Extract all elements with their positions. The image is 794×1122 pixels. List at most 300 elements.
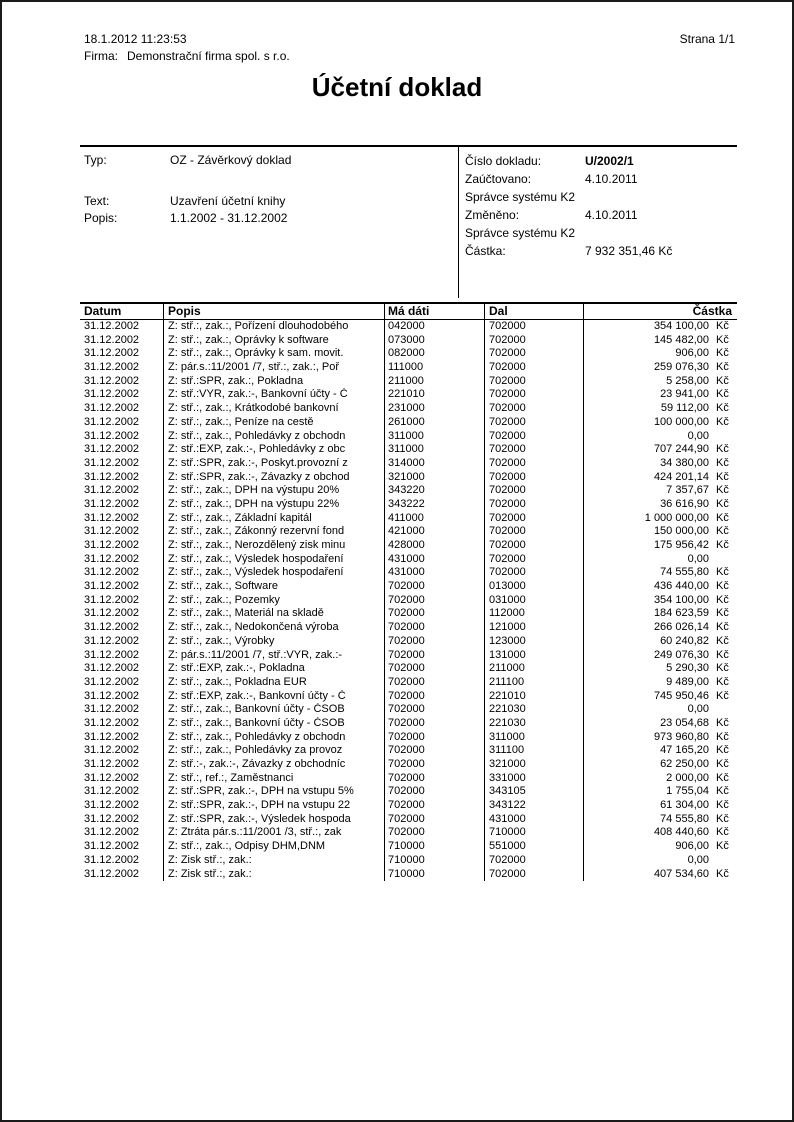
currency-suffix (716, 854, 733, 868)
amount-value: 408 440,60 (653, 826, 709, 839)
cell-dal: 112000 (485, 607, 584, 621)
cell-dal: 031000 (485, 594, 584, 608)
cell-ma-dati: 702000 (385, 594, 485, 608)
cell-ma-dati: 428000 (385, 539, 485, 553)
amount-value: 906,00 (675, 347, 709, 360)
cell-datum: 31.12.2002 (80, 457, 164, 471)
amount-value: 0,00 (687, 429, 709, 442)
info-left-column (80, 147, 458, 298)
cell-castka (584, 334, 737, 348)
table-row (80, 772, 737, 786)
currency-suffix: Kč (716, 867, 729, 880)
currency-suffix: Kč (716, 525, 729, 538)
currency-suffix: Kč (716, 539, 729, 551)
cell-datum: 31.12.2002 (80, 402, 164, 416)
firm-line (84, 49, 290, 63)
cell-datum: 31.12.2002 (80, 347, 164, 361)
cell-dal: 702000 (485, 334, 584, 348)
amount-value: 249 076,30 (653, 648, 709, 661)
cell-dal: 702000 (485, 320, 584, 334)
amount-value: 1 755,04 (666, 785, 709, 798)
amount-value: 9 489,00 (666, 675, 709, 688)
cell-dal: 431000 (485, 813, 584, 827)
cell-dal: 702000 (485, 347, 584, 361)
cell-castka (584, 388, 737, 402)
info-row-text (84, 193, 458, 210)
cell-dal: 331000 (485, 772, 584, 786)
amount-value: 906,00 (675, 840, 709, 853)
cell-dal: 702000 (485, 525, 584, 539)
cell-popis: Z: stř.:, zak.:, Pohledávky z obchodn (164, 731, 385, 745)
cell-popis: Z: stř.:, zak.:, Zákonný rezervní fond (164, 525, 385, 539)
currency-suffix: Kč (716, 744, 729, 757)
col-header-dal: Dal (485, 304, 584, 319)
cell-popis: Z: pár.s.:11/2001 /7, stř.:VYR, zak.:- (164, 649, 385, 663)
cell-castka (584, 690, 737, 704)
cell-castka (584, 868, 737, 882)
info-row-castka (465, 242, 737, 260)
cell-dal: 702000 (485, 498, 584, 512)
cell-dal: 311100 (485, 744, 584, 758)
cell-popis: Z: stř.:, zak.:, Pohledávky z obchodn (164, 430, 385, 444)
cell-datum: 31.12.2002 (80, 484, 164, 498)
cell-popis: Z: stř.:, zak.:, Pohledávky za provoz (164, 744, 385, 758)
amount-value: 354 100,00 (653, 593, 709, 606)
cell-castka (584, 594, 737, 608)
currency-suffix: Kč (716, 456, 729, 469)
info-row-zmeneno (465, 206, 737, 224)
amount-value: 5 290,30 (666, 662, 709, 675)
cell-dal: 123000 (485, 635, 584, 649)
table-row (80, 471, 737, 485)
currency-suffix (716, 553, 733, 567)
cell-dal: 221030 (485, 717, 584, 731)
cell-popis: Z: stř.:VYR, zak.:-, Bankovní účty - Č (164, 388, 385, 402)
zmeneno-value: 4.10.2011 (585, 208, 638, 222)
amount-value: 74 555,80 (660, 566, 709, 579)
currency-suffix: Kč (716, 840, 729, 853)
cell-popis: Z: Zisk stř.:, zak.: (164, 854, 385, 868)
amount-value: 354 100,00 (653, 320, 709, 332)
amount-value: 424 201,14 (653, 470, 709, 483)
info-row-popis (84, 210, 458, 227)
cell-popis: Z: stř.:, zak.:, Oprávky k sam. movit. (164, 347, 385, 361)
cell-castka (584, 731, 737, 745)
cell-dal: 551000 (485, 840, 584, 854)
page-number: Strana 1/1 (679, 32, 735, 46)
cell-datum: 31.12.2002 (80, 566, 164, 580)
cell-ma-dati: 311000 (385, 443, 485, 457)
cell-ma-dati: 343220 (385, 484, 485, 498)
cell-popis: Z: stř.:, zak.:, Nedokončená výroba (164, 621, 385, 635)
firm-name: Demonstrační firma spol. s r.o. (127, 49, 290, 63)
cell-castka (584, 621, 737, 635)
cell-ma-dati: 702000 (385, 649, 485, 663)
currency-suffix: Kč (716, 758, 729, 770)
table-row (80, 717, 737, 731)
currency-suffix: Kč (716, 689, 729, 702)
cell-ma-dati: 221010 (385, 388, 485, 402)
amount-value: 74 555,80 (660, 812, 709, 825)
table-row (80, 676, 737, 690)
cell-dal: 211000 (485, 662, 584, 676)
table-row (80, 744, 737, 758)
currency-suffix: Kč (716, 593, 729, 606)
cell-castka (584, 402, 737, 416)
cell-castka (584, 758, 737, 772)
table-row (80, 594, 737, 608)
currency-suffix: Kč (716, 826, 729, 839)
cell-datum: 31.12.2002 (80, 785, 164, 799)
cell-castka (584, 457, 737, 471)
cell-datum: 31.12.2002 (80, 799, 164, 813)
currency-suffix: Kč (716, 812, 729, 825)
cell-dal: 702000 (485, 430, 584, 444)
cell-datum: 31.12.2002 (80, 703, 164, 717)
cell-popis: Z: pár.s.:11/2001 /7, stř.:, zak.:, Poř (164, 361, 385, 375)
zmeneno-label: Změněno: (465, 208, 520, 222)
cell-ma-dati: 702000 (385, 758, 485, 772)
cell-datum: 31.12.2002 (80, 320, 164, 334)
cell-ma-dati: 702000 (385, 621, 485, 635)
cell-popis: Z: stř.:, zak.:, Bankovní účty - ČSOB (164, 717, 385, 731)
cell-castka (584, 649, 737, 663)
cell-popis: Z: Zisk stř.:, zak.: (164, 868, 385, 882)
cell-popis: Z: stř.:, zak.:, Nerozdělený zisk minu (164, 539, 385, 553)
table-body (80, 320, 737, 881)
cell-datum: 31.12.2002 (80, 662, 164, 676)
currency-suffix: Kč (716, 621, 729, 634)
cell-datum: 31.12.2002 (80, 594, 164, 608)
cell-ma-dati: 702000 (385, 690, 485, 704)
typ-value: OZ - Závěrkový doklad (170, 153, 292, 167)
cell-castka (584, 347, 737, 361)
info-row-spravce1 (465, 188, 737, 206)
cell-castka (584, 416, 737, 430)
cell-datum: 31.12.2002 (80, 443, 164, 457)
currency-suffix: Kč (716, 484, 729, 497)
cell-castka (584, 785, 737, 799)
cislo-dokladu-label: Číslo dokladu: (465, 154, 542, 168)
cell-ma-dati: 702000 (385, 607, 485, 621)
currency-suffix: Kč (716, 771, 729, 784)
cell-dal: 343105 (485, 785, 584, 799)
cell-dal: 221010 (485, 690, 584, 704)
cell-ma-dati: 702000 (385, 744, 485, 758)
amount-value: 5 258,00 (666, 374, 709, 387)
amount-value: 707 244,90 (653, 443, 709, 456)
text-label: Text: (84, 194, 110, 208)
cell-datum: 31.12.2002 (80, 607, 164, 621)
print-datetime: 18.1.2012 11:23:53 (84, 32, 187, 46)
text-value: Uzavření účetní knihy (170, 194, 286, 208)
table-row (80, 334, 737, 348)
cell-castka (584, 772, 737, 786)
currency-suffix: Kč (716, 566, 729, 579)
cell-ma-dati: 702000 (385, 703, 485, 717)
amount-value: 23 941,00 (660, 388, 709, 401)
currency-suffix: Kč (716, 347, 729, 360)
cell-ma-dati: 702000 (385, 799, 485, 813)
cell-ma-dati: 111000 (385, 361, 485, 375)
table-row (80, 539, 737, 553)
cell-ma-dati: 082000 (385, 347, 485, 361)
cell-datum: 31.12.2002 (80, 854, 164, 868)
table-row (80, 690, 737, 704)
cell-dal: 321000 (485, 758, 584, 772)
cell-datum: 31.12.2002 (80, 621, 164, 635)
cell-datum: 31.12.2002 (80, 430, 164, 444)
cell-castka (584, 361, 737, 375)
document-info-section (80, 145, 737, 298)
cell-datum: 31.12.2002 (80, 553, 164, 567)
cell-castka (584, 375, 737, 389)
castka-value: 7 932 351,46 Kč (585, 244, 673, 258)
cell-castka (584, 635, 737, 649)
cell-castka (584, 580, 737, 594)
cell-ma-dati: 321000 (385, 471, 485, 485)
cell-ma-dati: 343222 (385, 498, 485, 512)
table-row (80, 649, 737, 663)
cell-ma-dati: 314000 (385, 457, 485, 471)
cell-castka (584, 566, 737, 580)
cell-popis: Z: stř.:, zak.:, Základní kapitál (164, 512, 385, 526)
cell-datum: 31.12.2002 (80, 375, 164, 389)
amount-value: 36 616,90 (660, 497, 709, 510)
cell-dal: 702000 (485, 854, 584, 868)
table-row (80, 443, 737, 457)
cell-castka (584, 744, 737, 758)
cell-castka (584, 840, 737, 854)
cell-popis: Z: stř.:EXP, zak.:-, Pohledávky z obc (164, 443, 385, 457)
table-row (80, 703, 737, 717)
cell-ma-dati: 231000 (385, 402, 485, 416)
amount-value: 0,00 (687, 703, 709, 716)
cell-popis: Z: stř.:, zak.:, Pokladna EUR (164, 676, 385, 690)
cell-ma-dati: 702000 (385, 580, 485, 594)
cell-popis: Z: stř.:SPR, zak.:-, Výsledek hospoda (164, 813, 385, 827)
currency-suffix: Kč (716, 634, 729, 647)
currency-suffix: Kč (716, 320, 729, 332)
cell-dal: 702000 (485, 868, 584, 882)
zauctovano-label: Zaúčtovano: (465, 172, 532, 186)
table-row (80, 347, 737, 361)
cell-popis: Z: stř.:SPR, zak.:-, Poskyt.provozní z (164, 457, 385, 471)
cell-castka (584, 498, 737, 512)
cell-castka (584, 854, 737, 868)
amount-value: 1 000 000,00 (644, 511, 709, 524)
cell-dal: 013000 (485, 580, 584, 594)
cell-ma-dati: 311000 (385, 430, 485, 444)
cell-dal: 121000 (485, 621, 584, 635)
cell-datum: 31.12.2002 (80, 580, 164, 594)
cell-popis: Z: stř.:, zak.:, Výrobky (164, 635, 385, 649)
cell-popis: Z: stř.:, ref.:, Zaměstnanci (164, 772, 385, 786)
cell-dal: 702000 (485, 443, 584, 457)
amount-value: 266 026,14 (653, 621, 709, 634)
page-title: Účetní doklad (311, 72, 483, 102)
cell-datum: 31.12.2002 (80, 334, 164, 348)
table-row (80, 662, 737, 676)
cell-datum: 31.12.2002 (80, 676, 164, 690)
cell-datum: 31.12.2002 (80, 772, 164, 786)
cell-castka (584, 813, 737, 827)
amount-value: 745 950,46 (653, 689, 709, 702)
cell-ma-dati: 702000 (385, 813, 485, 827)
cell-castka (584, 512, 737, 526)
table-header-row (80, 304, 737, 320)
cell-dal: 702000 (485, 388, 584, 402)
table-row (80, 621, 737, 635)
cell-datum: 31.12.2002 (80, 649, 164, 663)
table-row (80, 758, 737, 772)
amount-value: 7 357,67 (666, 484, 709, 497)
cell-ma-dati: 702000 (385, 676, 485, 690)
cell-popis: Z: stř.:, zak.:, Odpisy DHM,DNM (164, 840, 385, 854)
cell-ma-dati: 073000 (385, 334, 485, 348)
table-row (80, 868, 737, 882)
cell-dal: 702000 (485, 471, 584, 485)
cell-popis: Z: stř.:-, zak.:-, Závazky z obchodníc (164, 758, 385, 772)
amount-value: 0,00 (687, 853, 709, 866)
cell-dal: 702000 (485, 416, 584, 430)
col-header-ma-dati: Má dáti (385, 304, 485, 319)
cell-ma-dati: 702000 (385, 772, 485, 786)
cell-castka (584, 553, 737, 567)
firm-label: Firma: (84, 49, 118, 63)
cell-ma-dati: 411000 (385, 512, 485, 526)
cell-popis: Z: stř.:, zak.:, Pozemky (164, 594, 385, 608)
cell-dal: 311000 (485, 731, 584, 745)
table-row (80, 416, 737, 430)
amount-value: 175 956,42 (653, 539, 709, 551)
amount-value: 23 054,68 (660, 716, 709, 729)
cell-datum: 31.12.2002 (80, 635, 164, 649)
cell-ma-dati: 702000 (385, 785, 485, 799)
cell-castka (584, 484, 737, 498)
cell-ma-dati: 702000 (385, 826, 485, 840)
popis-value: 1.1.2002 - 31.12.2002 (170, 211, 288, 225)
table-row (80, 854, 737, 868)
amount-value: 47 165,20 (660, 744, 709, 757)
currency-suffix: Kč (716, 799, 729, 812)
cell-dal: 702000 (485, 457, 584, 471)
cell-datum: 31.12.2002 (80, 471, 164, 485)
zauctovano-value: 4.10.2011 (585, 172, 638, 186)
cell-popis: Z: stř.:, zak.:, Krátkodobé bankovní (164, 402, 385, 416)
amount-value: 59 112,00 (660, 402, 709, 415)
cell-ma-dati: 431000 (385, 566, 485, 580)
table-row (80, 553, 737, 567)
cell-popis: Z: stř.:SPR, zak.:-, Závazky z obchod (164, 471, 385, 485)
cell-popis: Z: stř.:, zak.:, Pořízení dlouhodobého (164, 320, 385, 334)
cell-datum: 31.12.2002 (80, 498, 164, 512)
cell-datum: 31.12.2002 (80, 813, 164, 827)
cell-popis: Z: stř.:, zak.:, Bankovní účty - ČSOB (164, 703, 385, 717)
col-header-datum: Datum (80, 304, 164, 319)
table-row (80, 731, 737, 745)
info-row-zauctovano (465, 170, 737, 188)
amount-value: 145 482,00 (653, 333, 709, 346)
table-row (80, 635, 737, 649)
table-row (80, 607, 737, 621)
currency-suffix: Kč (716, 580, 729, 593)
cell-castka (584, 662, 737, 676)
cell-datum: 31.12.2002 (80, 826, 164, 840)
cell-ma-dati: 431000 (385, 553, 485, 567)
table-row (80, 457, 737, 471)
cell-datum: 31.12.2002 (80, 840, 164, 854)
col-header-castka: Částka (692, 304, 732, 318)
table-row (80, 498, 737, 512)
cell-datum: 31.12.2002 (80, 690, 164, 704)
currency-suffix: Kč (716, 361, 729, 374)
cell-dal: 221030 (485, 703, 584, 717)
currency-suffix: Kč (716, 675, 729, 688)
cell-datum: 31.12.2002 (80, 388, 164, 402)
typ-label: Typ: (84, 153, 107, 167)
cell-datum: 31.12.2002 (80, 744, 164, 758)
cell-castka (584, 607, 737, 621)
cell-datum: 31.12.2002 (80, 361, 164, 375)
cell-datum: 31.12.2002 (80, 758, 164, 772)
cell-popis: Z: stř.:, zak.:, Výsledek hospodaření (164, 566, 385, 580)
table-row (80, 525, 737, 539)
cell-castka (584, 703, 737, 717)
currency-suffix: Kč (716, 415, 729, 428)
cell-dal: 211100 (485, 676, 584, 690)
cell-castka (584, 717, 737, 731)
amount-value: 100 000,00 (653, 415, 709, 428)
table-row (80, 388, 737, 402)
currency-suffix: Kč (716, 333, 729, 346)
currency-suffix: Kč (716, 402, 729, 415)
currency-suffix: Kč (716, 730, 729, 743)
amount-value: 61 304,00 (660, 799, 709, 812)
currency-suffix: Kč (716, 648, 729, 661)
amount-value: 436 440,00 (653, 580, 709, 593)
cell-ma-dati: 702000 (385, 717, 485, 731)
cell-ma-dati: 211000 (385, 375, 485, 389)
cell-castka (584, 826, 737, 840)
cell-popis: Z: stř.:SPR, zak.:-, DPH na vstupu 5% (164, 785, 385, 799)
cell-ma-dati: 261000 (385, 416, 485, 430)
currency-suffix: Kč (716, 785, 729, 798)
currency-suffix: Kč (716, 443, 729, 456)
cell-dal: 702000 (485, 566, 584, 580)
currency-suffix: Kč (716, 716, 729, 729)
cell-dal: 131000 (485, 649, 584, 663)
amount-value: 407 534,60 (653, 867, 709, 880)
cell-dal: 702000 (485, 484, 584, 498)
cell-datum: 31.12.2002 (80, 868, 164, 882)
cell-datum: 31.12.2002 (80, 539, 164, 553)
cell-dal: 702000 (485, 375, 584, 389)
table-row (80, 361, 737, 375)
currency-suffix (716, 430, 733, 444)
table-row (80, 580, 737, 594)
table-row (80, 799, 737, 813)
cell-dal: 702000 (485, 402, 584, 416)
cell-castka (584, 525, 737, 539)
amount-value: 34 380,00 (660, 456, 709, 469)
cell-popis: Z: stř.:, zak.:, Software (164, 580, 385, 594)
cislo-dokladu-value: U/2002/1 (585, 154, 634, 168)
cell-castka (584, 430, 737, 444)
currency-suffix: Kč (716, 497, 729, 510)
info-right-column (458, 147, 737, 298)
cell-dal: 702000 (485, 361, 584, 375)
